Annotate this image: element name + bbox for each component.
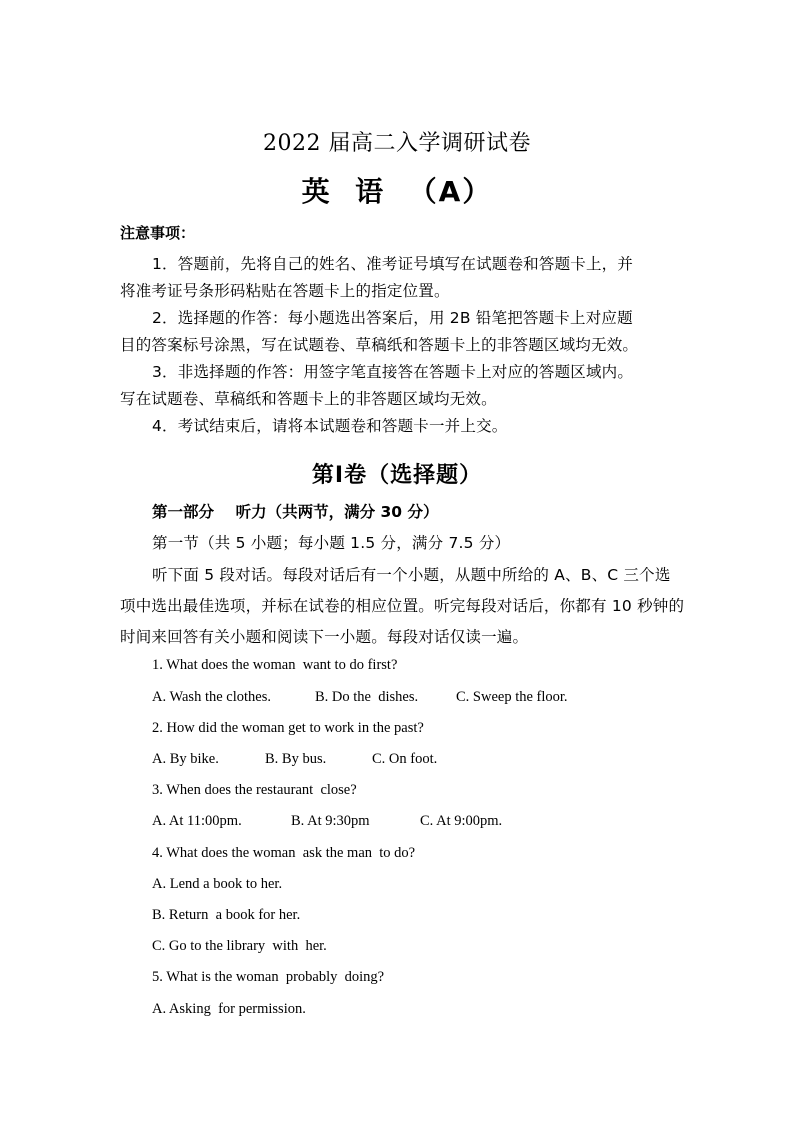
question-4: 4. What does the woman ask the man to do? (152, 845, 416, 861)
subject-title: 英 语 （A） (301, 175, 493, 208)
question-3: 3. When does the restaurant close? (152, 782, 357, 798)
subsection-heading: 第一节（共 5 小题；每小题 1.5 分，满分 7.5 分） (152, 534, 511, 552)
question-2: 2. How did the woman get to work in the past? (152, 720, 424, 736)
notice-line: 3．非选择题的作答：用签字笔直接答在答题卡上对应的答题区域内。 (152, 363, 634, 381)
instruction-line: 时间来回答有关小题和阅读下一小题。每段对话仅读一遍。 (120, 628, 529, 646)
q3-option-c: C. At 9:00pm. (420, 813, 503, 829)
section-title: 第Ⅰ卷（选择题） (311, 463, 483, 488)
question-1: 1. What does the woman want to do first? (152, 657, 398, 673)
q3-option-b: B. At 9:30pm (291, 813, 370, 829)
q3-option-a: A. At 11:00pm. (152, 813, 242, 829)
notice-line: 将准考证号条形码粘贴在答题卡上的指定位置。 (120, 282, 450, 300)
q4-option-b: B. Return a book for her. (152, 907, 301, 923)
q4-option-c: C. Go to the library with her. (152, 938, 327, 954)
notice-line: 4．考试结束后，请将本试题卷和答题卡一并上交。 (152, 417, 508, 435)
question-5: 5. What is the woman probably doing? (152, 969, 385, 985)
notice-line: 写在试题卷、草稿纸和答题卡上的非答题区域均无效。 (120, 390, 497, 408)
q2-option-c: C. On foot. (372, 751, 438, 767)
notice-heading: 注意事项： (120, 224, 196, 242)
notice-line: 目的答案标号涂黑，写在试题卷、草稿纸和答题卡上的非答题区域均无效。 (120, 336, 639, 354)
instruction-line: 项中选出最佳选项，并标在试卷的相应位置。听完每段对话后，你都有 10 秒钟的 (120, 597, 685, 615)
part-heading: 第一部分 听力（共两节，满分 30 分） (152, 503, 439, 521)
notice-line: 1．答题前，先将自己的姓名、准考证号填写在试题卷和答题卡上，并 (152, 255, 634, 273)
exam-title: 2022 届高二入学调研试卷 (263, 131, 531, 156)
q5-option-a: A. Asking for permission. (152, 1001, 306, 1017)
instruction-line: 听下面 5 段对话。每段对话后有一个小题，从题中所给的 A、B、C 三个选 (152, 566, 671, 584)
q2-option-b: B. By bus. (265, 751, 327, 767)
notice-line: 2．选择题的作答：每小题选出答案后，用 2B 铅笔把答题卡上对应题 (152, 309, 633, 327)
q1-option-a: A. Wash the clothes. (152, 689, 271, 705)
q2-option-a: A. By bike. (152, 751, 219, 767)
q4-option-a: A. Lend a book to her. (152, 876, 283, 892)
q1-option-c: C. Sweep the floor. (456, 689, 568, 705)
q1-option-b: B. Do the dishes. (315, 689, 419, 705)
